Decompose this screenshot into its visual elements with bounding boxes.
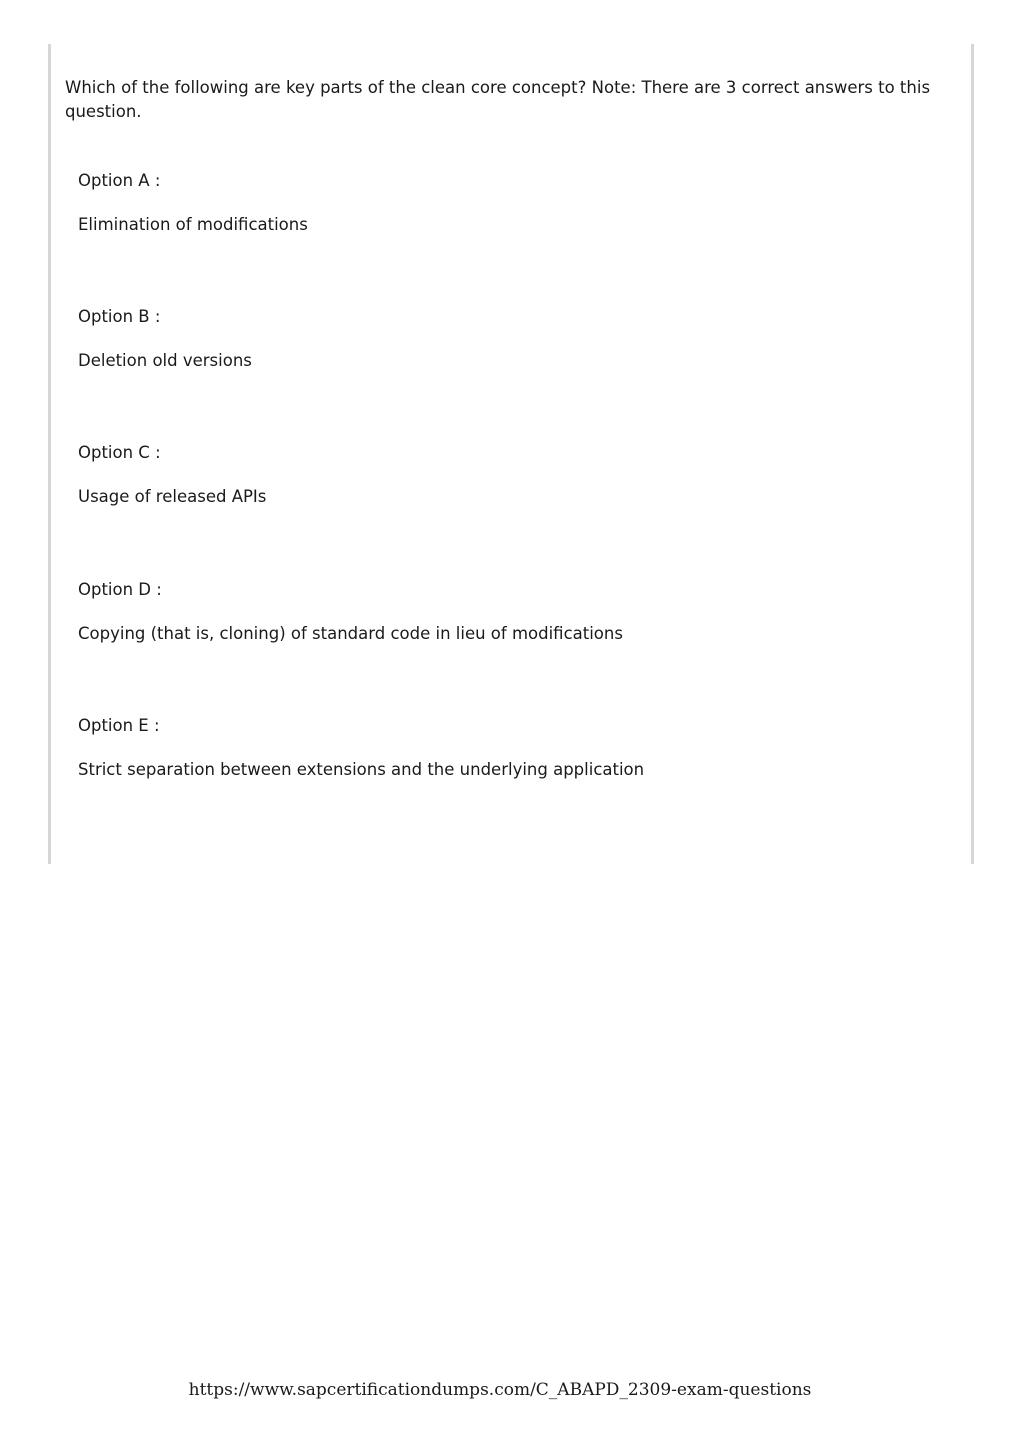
option-label: Option D : xyxy=(78,580,162,599)
footer-url: https://www.sapcertificationdumps.com/C_ABAPD_2309-exam-questions xyxy=(188,1380,812,1400)
option-label: Option C : xyxy=(78,443,161,462)
option-label: Option B : xyxy=(78,307,161,326)
option-label: Option A : xyxy=(78,171,161,190)
option-d xyxy=(78,578,938,643)
option-text: Strict separation between extensions and the underlying application xyxy=(78,760,645,779)
option-a xyxy=(78,169,938,234)
option-e xyxy=(78,714,938,779)
question-text: Which of the following are key parts of the clean core concept? Note: There are 3 correct answers to this question. xyxy=(65,78,931,121)
option-c xyxy=(78,441,938,506)
option-label: Option E : xyxy=(78,716,160,735)
option-text: Elimination of modifications xyxy=(78,215,308,234)
option-text: Copying (that is, cloning) of standard code in lieu of modifications xyxy=(78,624,623,643)
option-b xyxy=(78,305,938,370)
option-text: Usage of released APIs xyxy=(78,487,267,506)
option-text: Deletion old versions xyxy=(78,351,252,370)
